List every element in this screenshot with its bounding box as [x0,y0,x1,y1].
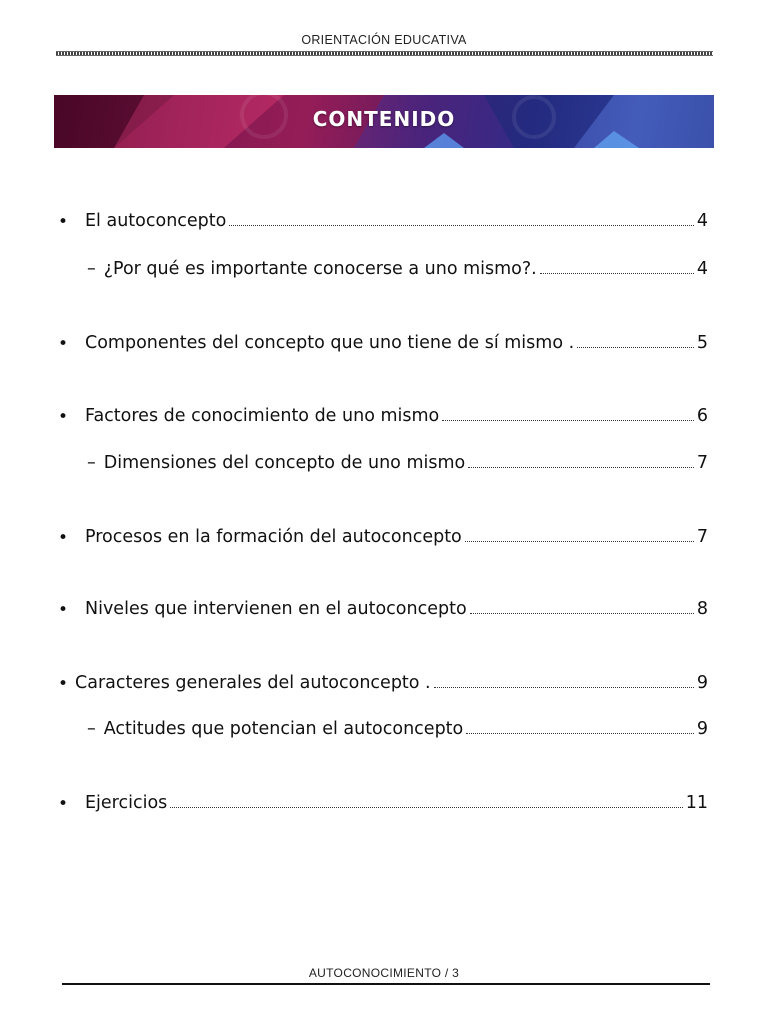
toc-entry-title: Ejercicios [85,793,168,813]
toc-page-number: 7 [696,527,708,547]
toc-page-number: 6 [696,406,708,426]
toc-entry-title: Componentes del concepto que uno tiene de sí mismo . [85,333,575,353]
toc-subentry[interactable] [87,259,708,279]
toc-page-number: 11 [685,793,708,813]
toc-entry[interactable] [85,406,708,426]
toc-entry-title: Niveles que intervienen en el autoconcepto [85,599,467,619]
toc-entry-title: Actitudes que potencian el autoconcepto [103,719,464,739]
toc-dash: – [87,719,96,739]
toc-page-number: 9 [696,719,708,739]
toc-entry[interactable] [85,599,708,619]
toc-leader-dots [229,225,694,226]
footer-rule [62,983,710,985]
toc-entry-title: ¿Por qué es importante conocerse a uno mismo?. [103,259,537,279]
toc-page-number: 4 [696,259,708,279]
toc-page-number: 9 [696,673,708,693]
toc-entry[interactable] [85,211,708,231]
toc-leader-dots [465,541,694,542]
toc-entry[interactable] [85,527,708,547]
toc-leader-dots [577,347,694,348]
toc-bullet: • [58,334,69,354]
toc-leader-dots [442,420,694,421]
toc-dash: – [87,453,96,473]
toc-entry-title: El autoconcepto [85,211,227,231]
toc-leader-dots [468,467,694,468]
toc-entry-title: Factores de conocimiento de uno mismo [85,406,440,426]
contents-banner [54,95,714,148]
toc-entry[interactable] [85,793,708,813]
toc-bullet: • [58,212,69,232]
toc-leader-dots [170,807,682,808]
toc-bullet: • [58,600,69,620]
toc-entry[interactable] [75,673,708,693]
page-header-title: ORIENTACIÓN EDUCATIVA [301,33,467,47]
toc-entry[interactable] [85,333,708,353]
toc-leader-dots [434,687,694,688]
toc-subentry[interactable] [87,719,708,739]
toc-page-number: 7 [696,453,708,473]
toc-dash: – [87,259,96,279]
toc-leader-dots [466,733,694,734]
toc-bullet: • [58,407,69,427]
toc-bullet: • [58,528,69,548]
toc-leader-dots [470,613,694,614]
toc-page-number: 8 [696,599,708,619]
header-decorative-rule [56,51,713,56]
toc-bullet: • [58,794,69,814]
toc-entry-title: Procesos en la formación del autoconcepto [85,527,462,547]
toc-page-number: 4 [696,211,708,231]
toc-entry-title: Dimensiones del concepto de uno mismo [103,453,466,473]
toc-page-number: 5 [696,333,708,353]
toc-subentry[interactable] [87,453,708,473]
toc-bullet: • [58,674,69,694]
toc-entry-title: Caracteres generales del autoconcepto . [75,673,431,693]
toc-leader-dots [540,273,694,274]
contents-title: CONTENIDO [312,107,456,131]
page-footer-text: AUTOCONOCIMIENTO / 3 [308,966,460,980]
